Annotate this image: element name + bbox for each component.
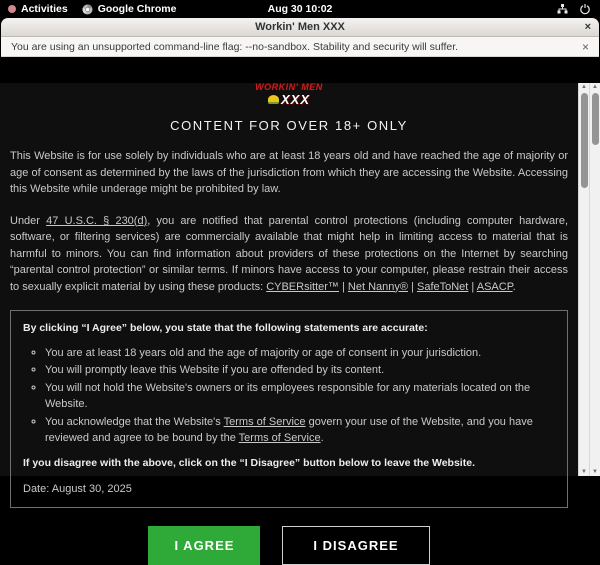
agreement-item xyxy=(45,414,555,447)
scroll-down-icon[interactable]: ▼ xyxy=(581,469,587,475)
scroll-up-icon[interactable]: ▲ xyxy=(592,84,598,90)
hardhat-icon xyxy=(268,95,279,104)
agreement-item-text: govern your use of the Website, and you have reviewed and agree to be bound by the xyxy=(45,415,533,445)
outer-scrollbar-thumb[interactable] xyxy=(592,93,599,145)
agreement-list xyxy=(23,345,555,447)
power-icon[interactable] xyxy=(580,4,590,15)
network-icon[interactable] xyxy=(557,4,568,14)
chrome-app-label: Google Chrome xyxy=(97,3,177,15)
usc-230d-link[interactable]: 47 U.S.C. § 230(d) xyxy=(46,214,148,227)
agreement-intro: By clicking “I Agree” below, you state that the following statements are accurate: xyxy=(23,322,428,334)
terms-of-service-link[interactable]: Terms of Service xyxy=(223,415,306,428)
netnanny-link[interactable]: Net Nanny® xyxy=(347,280,408,293)
site-logo-xxx: XXX xyxy=(280,92,310,107)
inner-scrollbar[interactable] xyxy=(578,83,589,476)
p2-text: . xyxy=(512,280,516,293)
agreement-item-text: . xyxy=(320,432,324,445)
gnome-top-bar xyxy=(0,0,600,18)
agreement-item: ◦ You are at least 18 years old and the age of majority or age of consent in your jurisdiction. xyxy=(45,345,555,362)
clock[interactable]: Aug 30 10:02 xyxy=(267,3,333,15)
consent-buttons xyxy=(10,526,568,565)
cybersitter-link[interactable]: CYBERsitter™ xyxy=(266,280,339,293)
warning-close-icon[interactable]: × xyxy=(581,39,589,54)
asacp-link[interactable]: ASACP xyxy=(476,280,513,293)
product-separator: | xyxy=(408,280,417,293)
scroll-down-icon[interactable]: ▼ xyxy=(592,469,598,475)
chrome-warning-bar xyxy=(1,37,599,57)
site-logo-wordmark: WORKIN' MEN xyxy=(255,82,323,92)
window-close-button[interactable]: × xyxy=(584,21,591,33)
window-title: Workin' Men XXX xyxy=(255,21,345,33)
activities-dot-icon xyxy=(8,5,16,13)
window-titlebar[interactable] xyxy=(1,18,599,37)
parental-control-paragraph xyxy=(10,213,568,296)
agreement-item-text: You acknowledge that the Website's xyxy=(45,415,224,428)
scrollbar-area xyxy=(578,83,600,476)
agreement-item: ◦ You will not hold the Website's owners or its employees responsible for any materials located on the Website. xyxy=(45,380,555,413)
activities-label: Activities xyxy=(21,3,68,15)
p2-text: Under xyxy=(10,214,47,227)
product-separator: | xyxy=(338,280,348,293)
age-notice-paragraph: This Website is for use solely by individuals who are at least 18 years old and have reached the age of majority or age of consent as determined by the laws of the jurisdiction from which they are accessing the Website. Accessing this Website while underage might be prohibited by law. xyxy=(10,150,568,195)
agreement-date: Date: August 30, 2025 xyxy=(23,482,132,495)
safetonet-link[interactable]: SafeToNet xyxy=(416,280,469,293)
scroll-up-icon[interactable]: ▲ xyxy=(581,84,587,90)
warning-text: You are using an unsupported command-line flag: --no-sandbox. Stability and security will suffer. xyxy=(11,40,459,53)
agreement-item: ◦ You will promptly leave this Website if you are offended by its content. xyxy=(45,362,555,379)
chrome-app-menu[interactable] xyxy=(82,3,177,15)
outer-scrollbar[interactable] xyxy=(589,83,600,476)
site-logo xyxy=(244,83,334,106)
agreement-box xyxy=(10,310,568,508)
inner-scrollbar-thumb[interactable] xyxy=(581,93,588,188)
activities-button[interactable] xyxy=(8,3,68,15)
chrome-icon xyxy=(82,4,93,15)
page-title: CONTENT FOR OVER 18+ ONLY xyxy=(170,118,408,133)
page-content xyxy=(0,82,600,553)
p2-text: , you are notified that parental control protections (including computer hardware, software, or filtering services) are commercially available that might help in limiting access to material that is harmful to minors. You can find information about providers of these protections on the Internet by searching “parental control protection” or similar terms. If minors have access to your computer, please restrain their access to sexually explicit material by using these products: xyxy=(10,214,568,293)
disagree-note: If you disagree with the above, click on the “I Disagree” button below to leave the Website. xyxy=(23,456,475,469)
terms-of-service-link[interactable]: Terms of Service xyxy=(238,432,321,445)
i-disagree-button[interactable]: I DISAGREE xyxy=(282,526,429,565)
i-agree-button[interactable]: I AGREE xyxy=(148,526,260,565)
product-separator: | xyxy=(468,280,477,293)
